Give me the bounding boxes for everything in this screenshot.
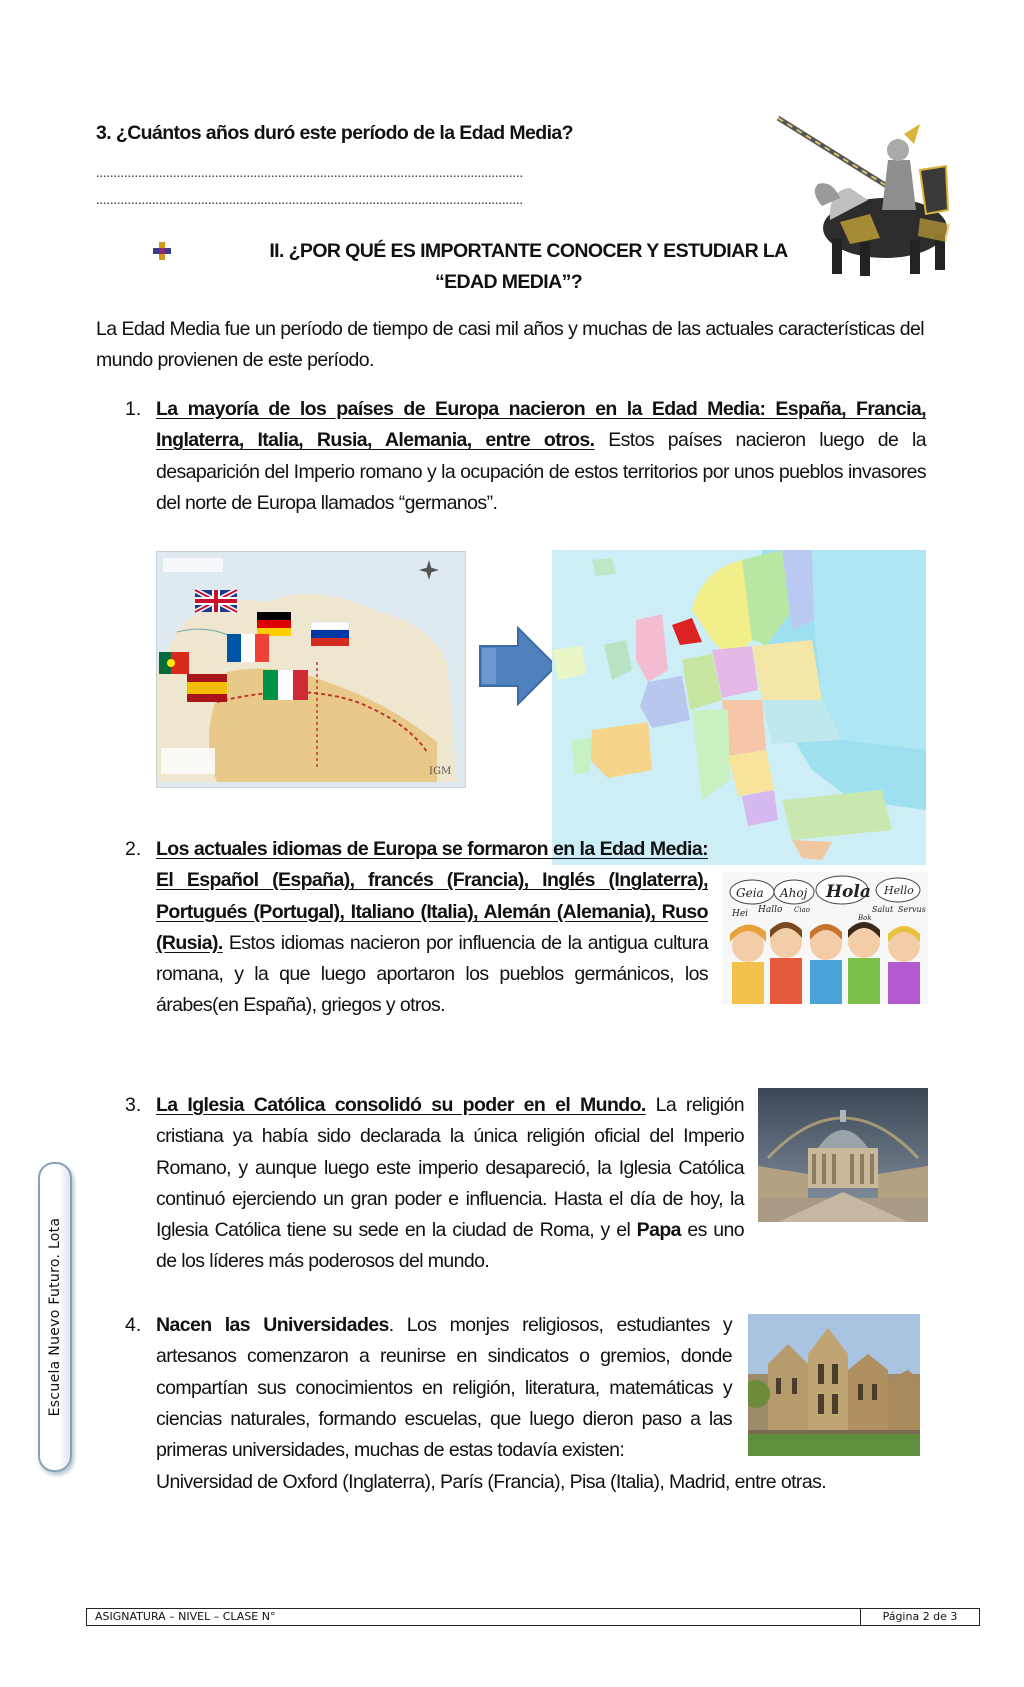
- section-intro: La Edad Media fue un período de tiempo de casi mil años y muchas de las actuales características del mundo provienen de este período.: [96, 318, 924, 372]
- page-footer: [86, 1608, 980, 1626]
- speech-word-9: Servus: [898, 905, 926, 914]
- school-side-tab: [38, 1162, 72, 1472]
- arrow-right-icon: [478, 626, 558, 706]
- section-heading-line-2: “EDAD MEDIA”?: [434, 271, 583, 293]
- svg-text:IGM: IGM: [429, 766, 452, 777]
- item-4-paragraph: [156, 1310, 732, 1466]
- speech-word-4: Hello: [884, 884, 914, 897]
- modern-europe-map: [552, 550, 926, 865]
- item-1-paragraph: [156, 394, 926, 519]
- item-4-last-line: Universidad de Oxford (Inglaterra), París (Francia), Pisa (Italia), Madrid, entre otras.: [156, 1471, 827, 1493]
- item-2-number: 2.: [125, 838, 142, 860]
- question-3: 3. ¿Cuántos años duró este período de la Edad Media?: [96, 122, 573, 144]
- item-1-number: 1.: [125, 398, 142, 420]
- item-2-paragraph: [156, 834, 708, 1022]
- item-3-text-tail: es uno de los líderes más poderosos del mundo.: [156, 1219, 745, 1273]
- item-3-paragraph: [156, 1090, 744, 1278]
- item-3-bold-tail: Papa: [636, 1219, 681, 1242]
- speech-word-1: Geia: [736, 886, 764, 900]
- item-1-text: Estos países nacieron luego de la desaparición del Imperio romano y la ocupación de estos territorios por unos pueblos invasores del norte de Europa llamados “germanos”.: [156, 429, 926, 514]
- item-3-number: 3.: [125, 1094, 142, 1116]
- st-peters-basilica-photo: [758, 1088, 928, 1222]
- speech-word-10: Bok: [858, 914, 872, 922]
- item-4-text: . Los monjes religiosos, estudiantes y artesanos comenzaron a reunirse en sindicatos o gremios, donde compartían sus conocimientos en religión, literatura, matemáticas y ciencias naturales, formando escuelas, que luego dieron paso a las primeras universidades, muchas de estas todavía existen:: [156, 1314, 732, 1462]
- answer-line-2: ..........................................................................................................................: [96, 193, 523, 208]
- speech-word-2: Ahoj: [780, 886, 808, 900]
- oxford-university-photo: [748, 1314, 920, 1456]
- item-4-bold-text: Nacen las Universidades: [156, 1314, 389, 1336]
- speech-word-8: Salut: [872, 905, 894, 914]
- languages-illustration: [722, 872, 928, 1004]
- item-3-bold-text: La Iglesia Católica consolidó su poder en el Mundo.: [156, 1094, 646, 1116]
- speech-word-7: Ciao: [794, 906, 810, 914]
- item-3-text: La religión cristiana ya había sido declarada la única religión oficial del Imperio Romano, y aunque luego este imperio desapareció, la Iglesia Católica continuó ejerciendo un gran poder e influencia. Hasta el día de hoy, la Iglesia Católica tiene su sede en la ciudad de Roma, y el: [156, 1094, 744, 1242]
- speech-word-5: Hei: [732, 909, 749, 919]
- item-1-bold-text: La mayoría de los países de Europa nacieron en la Edad Media: España, Francia, Inglaterra, Italia, Rusia, Alemania, entre otros.: [156, 398, 926, 452]
- footer-subject: ASIGNATURA – NIVEL – CLASE N°: [95, 1610, 276, 1623]
- speech-word-3: Hola: [826, 882, 871, 902]
- answer-line-1: ..........................................................................................................................: [96, 166, 523, 181]
- school-name: Escuela Nuevo Futuro. Lota: [47, 1217, 63, 1417]
- speech-word-6: Hallo: [758, 905, 783, 915]
- item-2-bold-text: Los actuales idiomas de Europa se formaron en la Edad Media: El Español (España), francés (Francia), Inglés (Inglaterra), Portugués (Portugal), Italiano (Italia), Alemán (Alemania), Ruso (Rusia).: [156, 838, 708, 954]
- section-heading-line-1: II. ¿POR QUÉ ES IMPORTANTE CONOCER Y ESTUDIAR LA: [269, 240, 788, 262]
- item-4-number: 4.: [125, 1314, 142, 1336]
- item-2-text: Estos idiomas nacieron por influencia de la antigua cultura romana, y la que luego aportaron los pueblos germánicos, los árabes(en España), griegos y otros.: [156, 931, 708, 1017]
- footer-page-number: Página 2 de 3: [860, 1609, 979, 1625]
- germanic-invasions-map: [156, 551, 466, 788]
